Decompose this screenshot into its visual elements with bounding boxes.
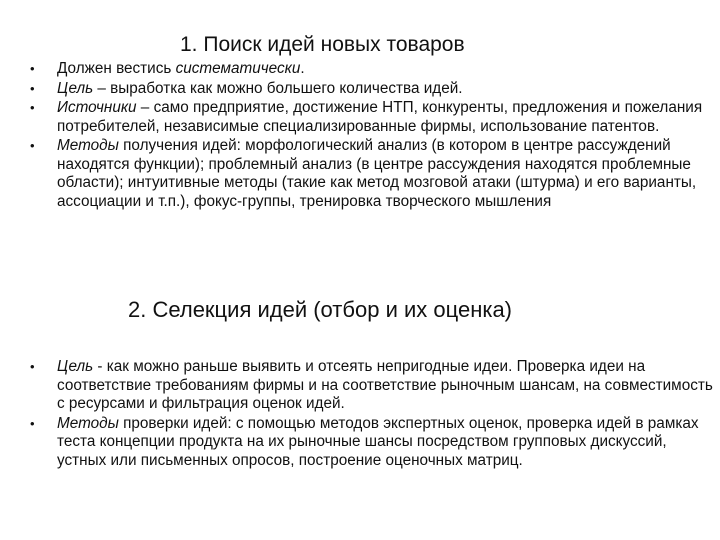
list-item — [30, 99, 714, 136]
item-term: Источники — [57, 99, 137, 116]
bullet-icon: • — [30, 80, 35, 96]
bullet-icon: • — [30, 138, 35, 153]
item-term: Методы — [57, 414, 119, 432]
list-item — [30, 60, 714, 79]
bullet-icon: • — [30, 415, 35, 431]
section-2-list — [30, 358, 714, 471]
list-item — [30, 80, 714, 99]
item-text: . — [300, 60, 305, 77]
bullet-icon: • — [30, 100, 35, 115]
item-text: – само предприятие, достижение НТП, конкуренты, предложения и пожелания потребителей, независимые специализированные фирмы, использование патентов. — [57, 99, 703, 135]
section-1-title: 1. Поиск идей новых товаров — [180, 33, 465, 56]
list-item — [30, 137, 714, 211]
list-item — [30, 415, 714, 471]
bullet-icon: • — [30, 359, 35, 374]
item-italic: систематически — [175, 60, 301, 77]
bullet-icon: • — [30, 61, 35, 76]
item-lead: Должен вестись — [57, 60, 176, 77]
list-item — [30, 358, 714, 414]
item-text: - как можно раньше выявить и отсеять непригодные идеи. Проверка идеи на соответствие требованиям фирмы и на соответствие рыночным шансам, на совместимость с ресурсами и фильтрация оценок идей. — [57, 358, 713, 412]
section-1-list — [30, 60, 714, 212]
section-2-title: 2. Селекция идей (отбор и их оценка) — [128, 297, 513, 322]
item-text: проверки идей: с помощью методов экспертных оценок, проверка идей в рамках теста концепции продукта на их рыночные шансы посредством групповых дискуссий, устных или письменных опросов, построение оценочных матриц. — [57, 414, 699, 469]
item-text: получения идей: морфологический анализ (в котором в центре рассуждений находятся функции); проблемный анализ (в центре рассуждения находятся проблемные области); интуитивные методы (такие как метод мозговой атаки (штурма) и его варианты, ассоциации и т.п.), фокус-группы, тренировка творческого мышления — [57, 137, 697, 210]
item-term: Цель — [57, 79, 94, 97]
item-term: Цель — [57, 358, 94, 375]
item-term: Методы — [57, 137, 119, 154]
item-text: – выработка как можно большего количества идей. — [93, 79, 463, 97]
